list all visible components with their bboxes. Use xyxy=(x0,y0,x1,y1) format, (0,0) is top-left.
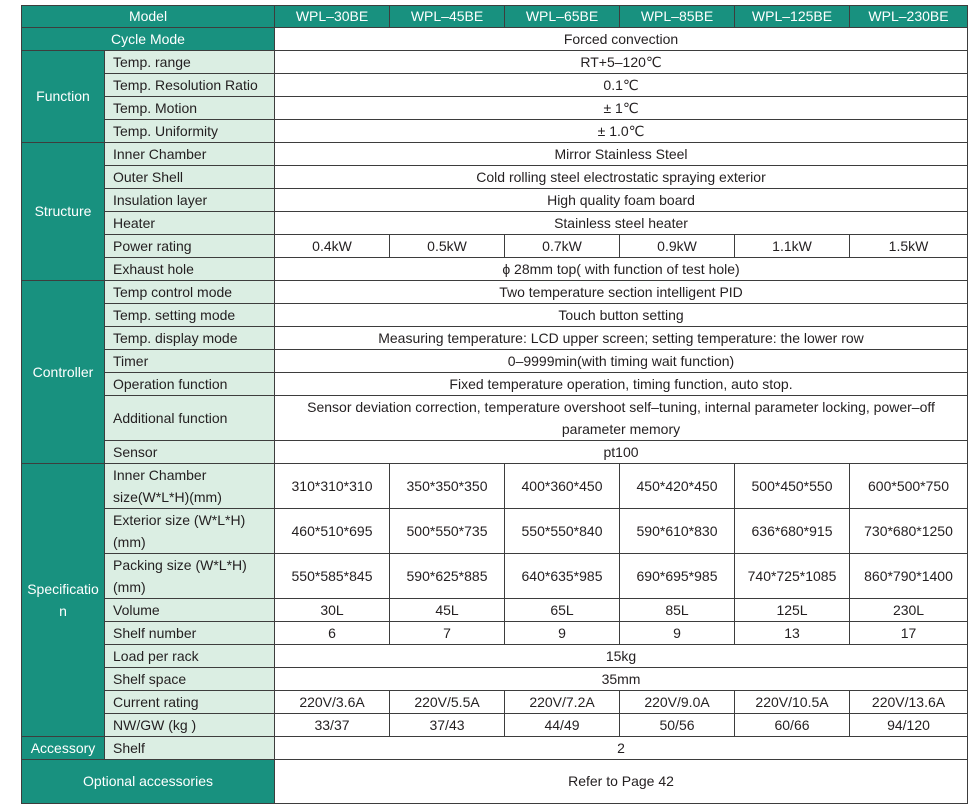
param-label: Timer xyxy=(105,350,275,373)
table-row xyxy=(22,51,968,74)
cell-value: 450*420*450 xyxy=(620,464,735,509)
row-value: Two temperature section intelligent PID xyxy=(275,281,968,304)
table-row xyxy=(22,350,968,373)
cell-value: 550*585*845 xyxy=(275,554,390,599)
row-value: Refer to Page 42 xyxy=(275,760,968,804)
cell-value: 125L xyxy=(735,599,850,622)
category-accessory: Accessory xyxy=(22,737,105,760)
row-value: RT+5–120℃ xyxy=(275,51,968,74)
cell-value: 230L xyxy=(850,599,968,622)
row-value: 35mm xyxy=(275,668,968,691)
param-label: Temp. display mode xyxy=(105,327,275,350)
table-row xyxy=(22,235,968,258)
cell-value: 590*610*830 xyxy=(620,509,735,554)
cell-value: 9 xyxy=(620,622,735,645)
row-value: Mirror Stainless Steel xyxy=(275,143,968,166)
table-row xyxy=(22,212,968,235)
param-label: Shelf space xyxy=(105,668,275,691)
param-label: Additional function xyxy=(105,396,275,441)
row-value: Sensor deviation correction, temperature overshoot self–tuning, internal parameter locking, power–off parameter memory xyxy=(275,396,968,441)
row-value: High quality foam board xyxy=(275,189,968,212)
cell-value: 220V/10.5A xyxy=(735,691,850,714)
param-label: Temp control mode xyxy=(105,281,275,304)
row-value: pt100 xyxy=(275,441,968,464)
table-row xyxy=(22,691,968,714)
optional-accessories-label: Optional accessories xyxy=(22,760,275,804)
cell-value: 37/43 xyxy=(390,714,505,737)
param-label: Load per rack xyxy=(105,645,275,668)
cell-value: 85L xyxy=(620,599,735,622)
cell-value: 45L xyxy=(390,599,505,622)
row-value: ϕ 28mm top( with function of test hole) xyxy=(275,258,968,281)
cell-value: 350*350*350 xyxy=(390,464,505,509)
model-name: WPL–30BE xyxy=(275,6,390,28)
cell-value: 17 xyxy=(850,622,968,645)
param-label: Temp. Motion xyxy=(105,97,275,120)
param-label: Temp. range xyxy=(105,51,275,74)
table-row xyxy=(22,189,968,212)
row-value: 2 xyxy=(275,737,968,760)
cell-value: 0.9kW xyxy=(620,235,735,258)
cell-value: 50/56 xyxy=(620,714,735,737)
table-row xyxy=(22,373,968,396)
param-label: Exterior size (W*L*H)(mm) xyxy=(105,509,275,554)
cell-value: 0.4kW xyxy=(275,235,390,258)
param-label: Exhaust hole xyxy=(105,258,275,281)
row-value: ± 1℃ xyxy=(275,97,968,120)
param-label: Temp. Uniformity xyxy=(105,120,275,143)
cell-value: 740*725*1085 xyxy=(735,554,850,599)
row-value: 0.1℃ xyxy=(275,74,968,97)
table-row xyxy=(22,258,968,281)
param-label: Inner Chamber xyxy=(105,143,275,166)
cell-value: 640*635*985 xyxy=(505,554,620,599)
param-label: Temp. setting mode xyxy=(105,304,275,327)
category-controller: Controller xyxy=(22,281,105,464)
param-label: Shelf xyxy=(105,737,275,760)
row-value: Fixed temperature operation, timing function, auto stop. xyxy=(275,373,968,396)
model-name: WPL–65BE xyxy=(505,6,620,28)
cell-value: 13 xyxy=(735,622,850,645)
table-row xyxy=(22,668,968,691)
table-row xyxy=(22,120,968,143)
cell-value: 94/120 xyxy=(850,714,968,737)
cell-value: 0.7kW xyxy=(505,235,620,258)
cell-value: 33/37 xyxy=(275,714,390,737)
param-label: Heater xyxy=(105,212,275,235)
table-row xyxy=(22,327,968,350)
cell-value: 220V/9.0A xyxy=(620,691,735,714)
param-label: Packing size (W*L*H)(mm) xyxy=(105,554,275,599)
model-name: WPL–230BE xyxy=(850,6,968,28)
cell-value: 690*695*985 xyxy=(620,554,735,599)
param-label: Inner Chamber size(W*L*H)(mm) xyxy=(105,464,275,509)
table-row xyxy=(22,509,968,554)
cell-value: 500*450*550 xyxy=(735,464,850,509)
cell-value: 636*680*915 xyxy=(735,509,850,554)
table-row xyxy=(22,166,968,189)
model-name: WPL–85BE xyxy=(620,6,735,28)
table-row xyxy=(22,622,968,645)
row-value: 15kg xyxy=(275,645,968,668)
row-value: Measuring temperature: LCD upper screen; setting temperature: the lower row xyxy=(275,327,968,350)
cell-value: 220V/5.5A xyxy=(390,691,505,714)
table-row xyxy=(22,97,968,120)
cell-value: 60/66 xyxy=(735,714,850,737)
model-name: WPL–125BE xyxy=(735,6,850,28)
table-row xyxy=(22,737,968,760)
param-label: Outer Shell xyxy=(105,166,275,189)
cell-value: 220V/3.6A xyxy=(275,691,390,714)
header-row xyxy=(22,6,968,28)
cell-value: 1.5kW xyxy=(850,235,968,258)
cell-value: 600*500*750 xyxy=(850,464,968,509)
table-row xyxy=(22,760,968,804)
cell-value: 310*310*310 xyxy=(275,464,390,509)
table-row xyxy=(22,281,968,304)
param-label: Shelf number xyxy=(105,622,275,645)
table-row xyxy=(22,554,968,599)
param-label: Sensor xyxy=(105,441,275,464)
table-row xyxy=(22,441,968,464)
param-label: Current rating xyxy=(105,691,275,714)
table-row xyxy=(22,714,968,737)
row-value: 0–9999min(with timing wait function) xyxy=(275,350,968,373)
cycle-mode-label: Cycle Mode xyxy=(22,28,275,51)
row-value: Forced convection xyxy=(275,28,968,51)
cell-value: 860*790*1400 xyxy=(850,554,968,599)
category-specification: Specification xyxy=(22,464,105,737)
param-label: NW/GW (kg ) xyxy=(105,714,275,737)
row-value: Stainless steel heater xyxy=(275,212,968,235)
cell-value: 550*550*840 xyxy=(505,509,620,554)
table-row xyxy=(22,28,968,51)
param-label: Temp. Resolution Ratio xyxy=(105,74,275,97)
model-header: Model xyxy=(22,6,275,28)
cell-value: 220V/7.2A xyxy=(505,691,620,714)
row-value: Cold rolling steel electrostatic spraying exterior xyxy=(275,166,968,189)
table-row xyxy=(22,304,968,327)
cell-value: 9 xyxy=(505,622,620,645)
spec-table xyxy=(21,5,968,804)
model-name: WPL–45BE xyxy=(390,6,505,28)
table-row xyxy=(22,599,968,622)
table-row xyxy=(22,645,968,668)
cell-value: 500*550*735 xyxy=(390,509,505,554)
param-label: Power rating xyxy=(105,235,275,258)
cell-value: 0.5kW xyxy=(390,235,505,258)
table-row xyxy=(22,396,968,441)
cell-value: 220V/13.6A xyxy=(850,691,968,714)
cell-value: 730*680*1250 xyxy=(850,509,968,554)
category-function: Function xyxy=(22,51,105,143)
row-value: ± 1.0℃ xyxy=(275,120,968,143)
table-row xyxy=(22,143,968,166)
table-row xyxy=(22,74,968,97)
category-structure: Structure xyxy=(22,143,105,281)
row-value: Touch button setting xyxy=(275,304,968,327)
param-label: Insulation layer xyxy=(105,189,275,212)
cell-value: 7 xyxy=(390,622,505,645)
cell-value: 590*625*885 xyxy=(390,554,505,599)
cell-value: 400*360*450 xyxy=(505,464,620,509)
cell-value: 1.1kW xyxy=(735,235,850,258)
cell-value: 30L xyxy=(275,599,390,622)
param-label: Operation function xyxy=(105,373,275,396)
cell-value: 44/49 xyxy=(505,714,620,737)
table-row xyxy=(22,464,968,509)
cell-value: 65L xyxy=(505,599,620,622)
cell-value: 460*510*695 xyxy=(275,509,390,554)
param-label: Volume xyxy=(105,599,275,622)
cell-value: 6 xyxy=(275,622,390,645)
